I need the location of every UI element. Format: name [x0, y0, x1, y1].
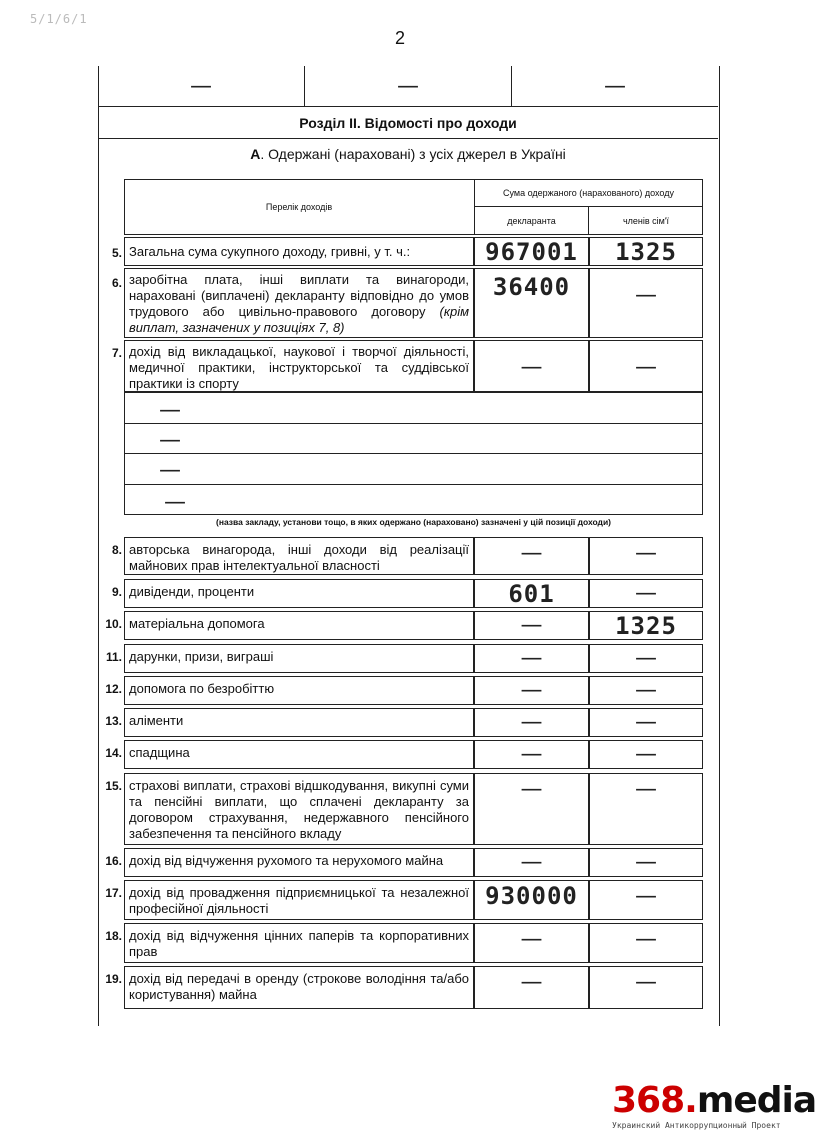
row-label: заробітна плата, інші виплати та винагороди, нараховані (виплачені) декларанту відповідно до умов трудового або цивільно-правового договору (крім виплат, зазначених у позиціях 7, 8)	[129, 272, 469, 335]
row-number: 17.	[105, 886, 122, 900]
row-label: дохід від викладацької, наукової і творчої діяльності, медичної практики, інструкторської та суддівської практики із спорту	[129, 344, 469, 391]
declarant-value: —	[520, 710, 543, 735]
family-value: —	[635, 710, 657, 735]
row-number: 12.	[105, 682, 122, 696]
row-number: 10.	[105, 617, 122, 631]
declarant-value: —	[520, 850, 543, 875]
row-number: 7.	[111, 346, 122, 360]
row-number: 8.	[111, 543, 122, 557]
family-value: —	[635, 646, 657, 671]
row-number: 16.	[105, 854, 122, 868]
family-value: —	[635, 926, 657, 952]
family-value: —	[635, 850, 657, 875]
declarant-value: 930000	[485, 882, 578, 910]
row-label: аліменти	[129, 713, 184, 728]
family-value: —	[635, 540, 657, 566]
row-label: авторська винагорода, інші доходи від реалізації майнових прав інтелектуальної власності	[129, 542, 469, 573]
row-number: 6.	[111, 276, 122, 290]
row-label: дохід від відчуження рухомого та нерухомого майна	[129, 853, 444, 868]
row-label: дохід від передачі в оренду (строкове володіння та/або користування) майна	[129, 971, 469, 1002]
previous-section-row	[98, 66, 718, 107]
family-value: 1325	[615, 611, 677, 640]
row-number: 19.	[105, 972, 122, 986]
handwritten-dash: —	[397, 73, 419, 99]
scan-mark: 5/1/6/1	[30, 12, 88, 26]
declarant-value: —	[520, 776, 543, 802]
family-value: —	[635, 581, 657, 606]
row-label: дивіденди, проценти	[129, 584, 255, 599]
section-title: Розділ II. Відомості про доходи	[98, 108, 718, 139]
declarant-value: —	[520, 646, 543, 671]
declarant-value: —	[520, 969, 543, 995]
declarant-value: —	[520, 926, 543, 952]
family-value: —	[635, 678, 657, 703]
handwritten-dash: —	[190, 73, 212, 99]
watermark-logo: 368.media Украинский Антикоррупционный Проект	[612, 1080, 816, 1130]
row-number: 15.	[105, 779, 122, 793]
family-header: членів сім'ї	[622, 216, 670, 226]
declarant-value: —	[520, 742, 543, 767]
family-value: —	[635, 883, 657, 909]
row-number: 5.	[111, 246, 122, 260]
row-label: допомога по безробіттю	[129, 681, 275, 696]
row-number: 9.	[111, 585, 122, 599]
family-value: —	[635, 776, 657, 802]
declarant-value: —	[520, 540, 543, 566]
institution-note: (назва закладу, установи тощо, в яких одержано (нараховано) зазначені у цій позиції доходи)	[216, 517, 611, 527]
institution-line: —	[159, 397, 181, 423]
declarant-value: 36400	[492, 273, 571, 301]
declarant-value: —	[520, 613, 543, 638]
declarant-header: декларанта	[507, 216, 556, 226]
declarant-value: 967001	[485, 237, 578, 266]
row-number: 13.	[105, 714, 122, 728]
row-label: матеріальна допомога	[129, 616, 265, 631]
sum-header: Сума одержаного (нарахованого) доходу	[502, 188, 674, 198]
declarant-value: —	[520, 678, 543, 703]
row-number: 18.	[105, 929, 122, 943]
section-subtitle: А. Одержані (нараховані) з усіх джерел в Україні	[250, 146, 566, 162]
row-number: 14.	[105, 746, 122, 760]
family-value: —	[635, 969, 657, 995]
row-label: Загальна сума сукупного доходу, гривні, у т. ч.:	[129, 244, 411, 259]
row-label: дарунки, призи, виграші	[129, 649, 274, 664]
row-label: дохід від відчуження цінних паперів та корпоративних прав	[129, 928, 469, 959]
family-value: —	[635, 742, 657, 767]
row-label: спадщина	[129, 745, 190, 760]
row-label: дохід від провадження підприємницької та незалежної професійної діяльності	[129, 885, 469, 916]
family-value: —	[635, 282, 657, 308]
institution-line: —	[164, 489, 186, 515]
family-value: 1325	[615, 237, 677, 266]
list-header: Перелік доходів	[265, 202, 333, 212]
declarant-value: —	[520, 354, 543, 380]
row-number: 11.	[105, 650, 122, 664]
family-value: —	[635, 354, 657, 380]
page-number: 2	[394, 28, 405, 48]
handwritten-dash: —	[604, 73, 626, 99]
institution-line: —	[159, 427, 181, 453]
declarant-value: 601	[508, 579, 555, 608]
institution-line: —	[159, 457, 181, 483]
row-label: страхові виплати, страхові відшкодування, викупні суми та пенсійні виплати, що сплачені декларанту за договором страхування, недержавного пенсійного забезпечення та пенсійного вкладу	[129, 778, 469, 841]
